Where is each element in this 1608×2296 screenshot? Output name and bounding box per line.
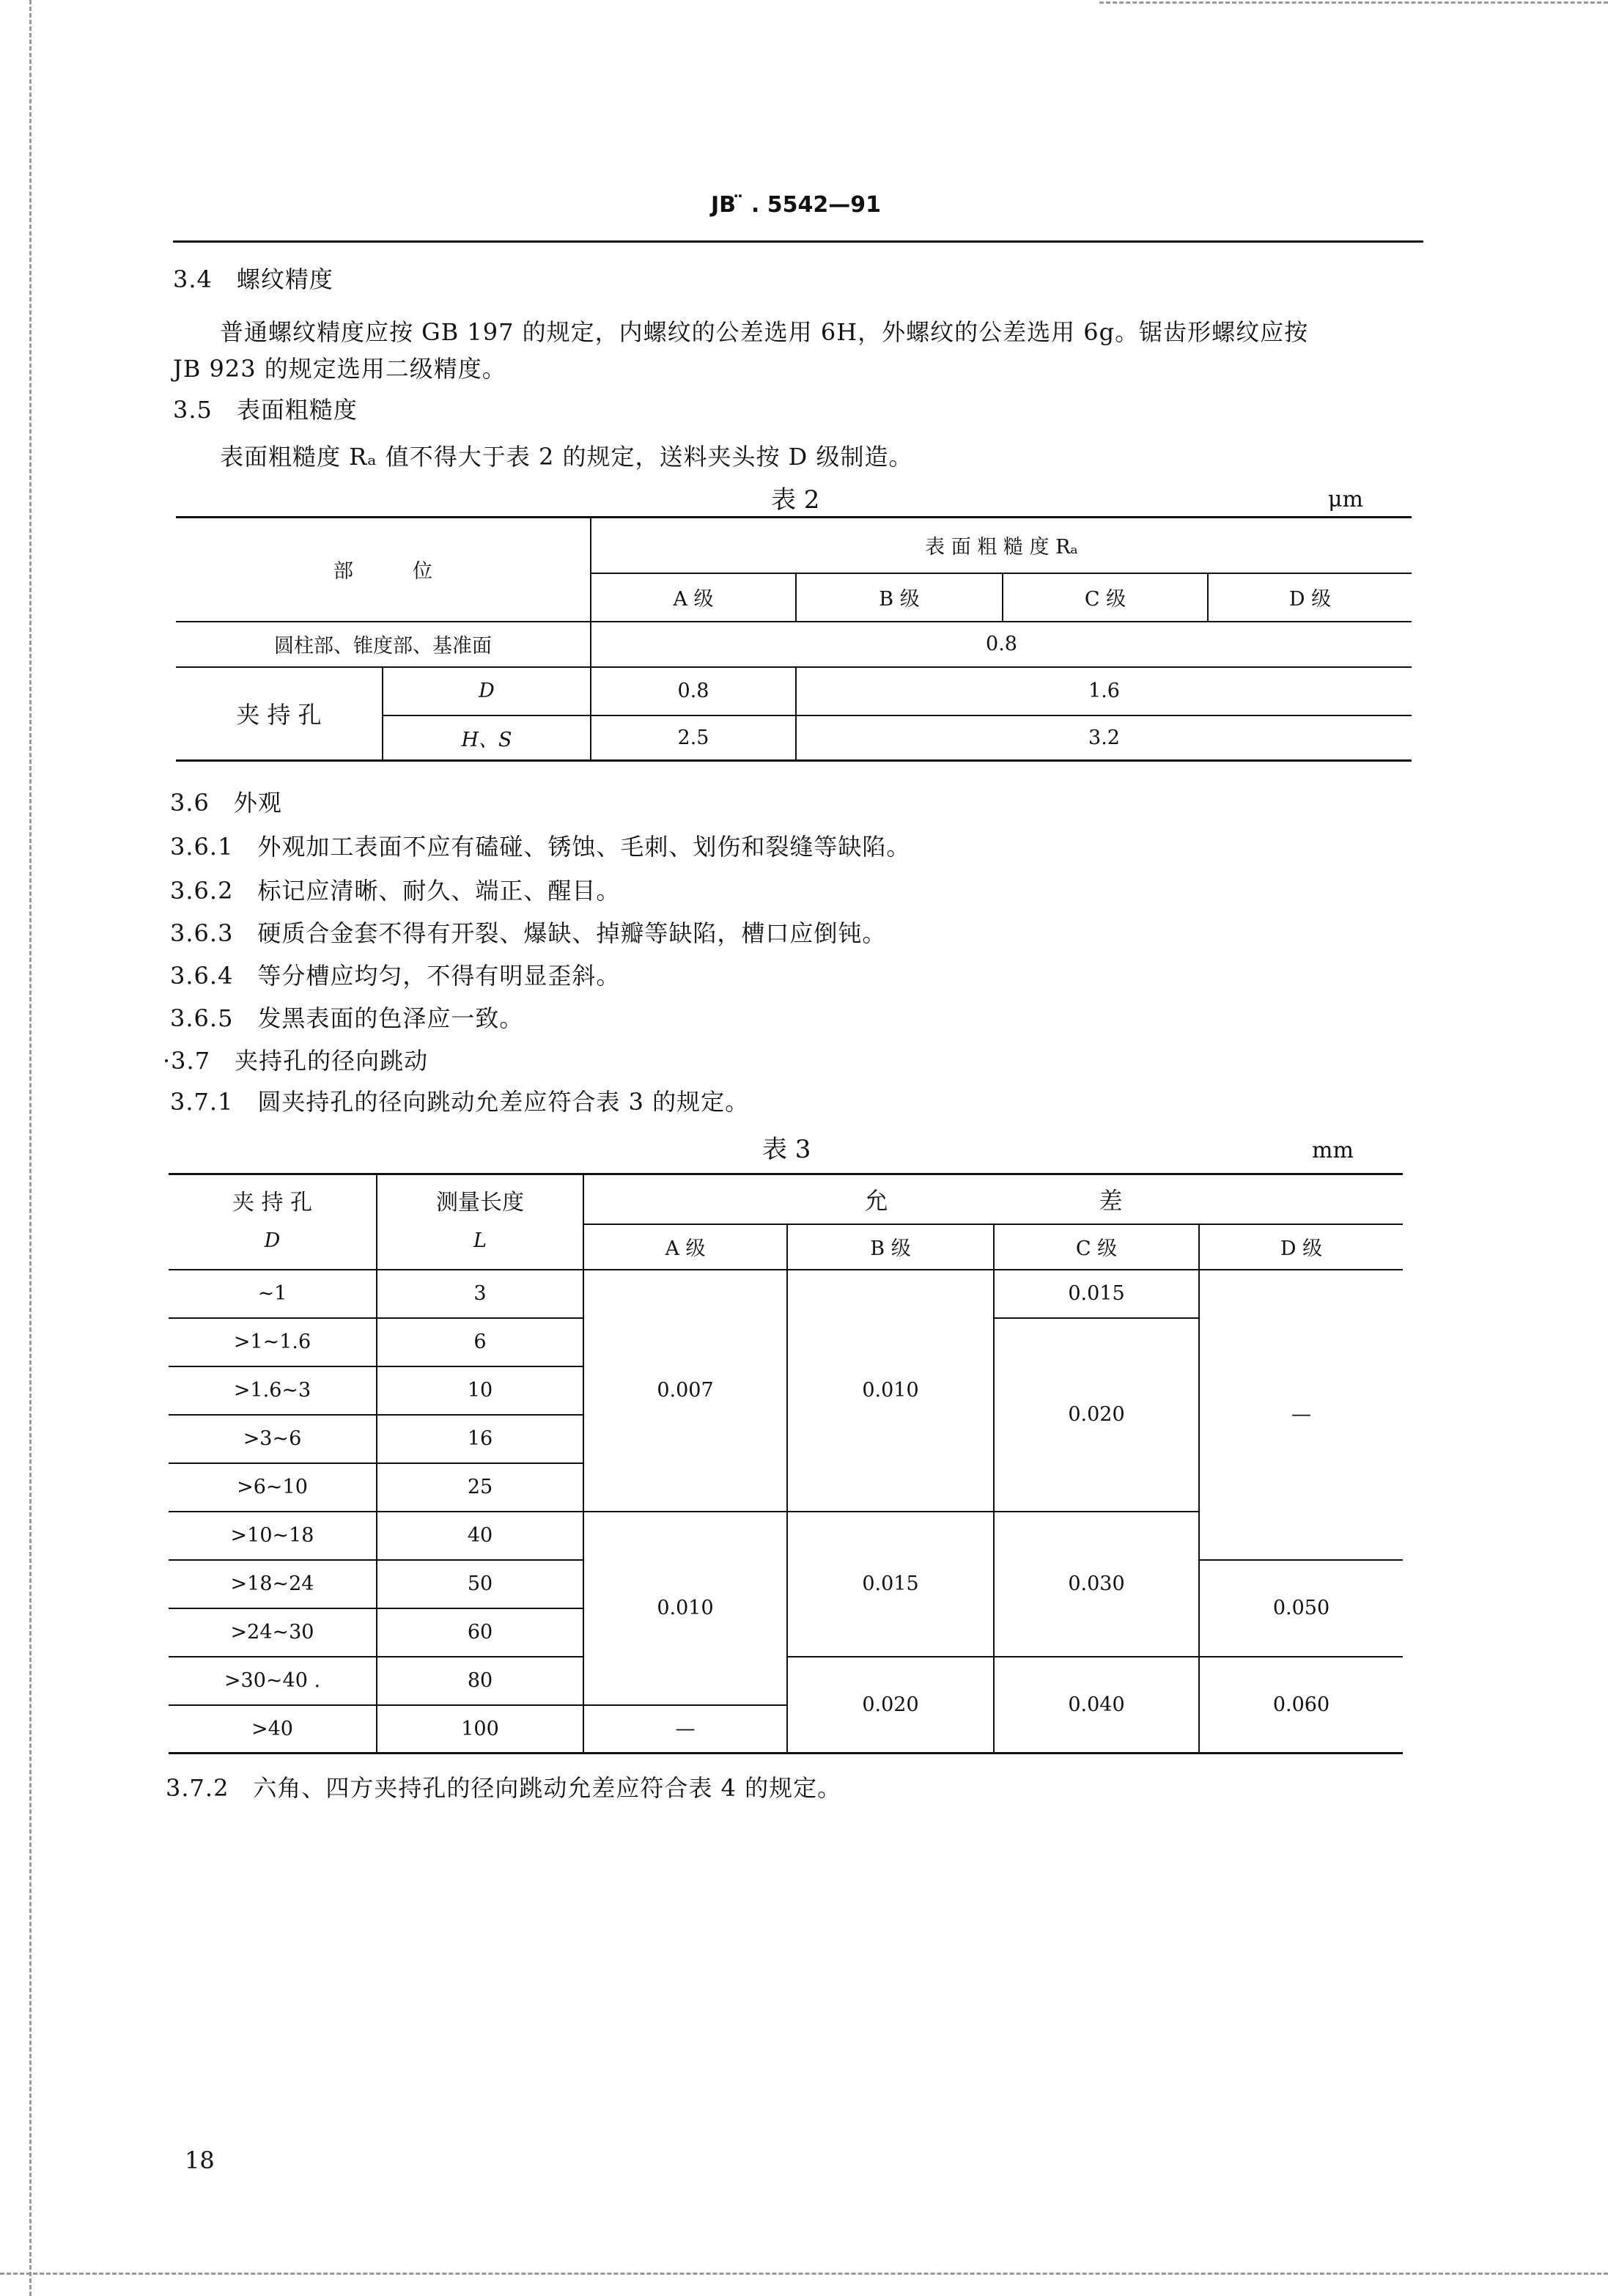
section-3-4-para-line1: 普通螺纹精度应按 GB 197 的规定，内螺纹的公差选用 6H，外螺纹的公差选用 6g。锯齿形螺纹应按 [220, 318, 1309, 346]
section-3-5-para: 表面粗糙度 Rₐ 值不得大于表 2 的规定，送料夹头按 D 级制造。 [220, 443, 913, 471]
section-3-7-1: 3.7.1 圆夹持孔的径向跳动允差应符合表 3 的规定。 [170, 1088, 750, 1116]
table3-header-tolerance: 允 差 [583, 1174, 1403, 1224]
table3-row-hole: >24~30 [169, 1608, 377, 1657]
scan-edge-top [1099, 1, 1608, 4]
table3-header-hole [169, 1174, 377, 1270]
section-3-7-title: ·3.7 夹持孔的径向跳动 [163, 1047, 429, 1075]
table2 [176, 516, 1412, 762]
table3-row-length: 60 [377, 1608, 583, 1657]
table3-row-hole: ~1 [169, 1270, 377, 1318]
table3-row-hole: >6~10 [169, 1463, 377, 1512]
table2-row-hs-label: H、S [383, 715, 591, 761]
table3-row-length: 40 [377, 1512, 583, 1560]
table3-header-length [377, 1174, 583, 1270]
table3-row-hole: >18~24 [169, 1560, 377, 1608]
table3-row-hole: >30~40 . [169, 1657, 377, 1705]
section-3-6-1: 3.6.1 外观加工表面不应有磕碰、锈蚀、毛刺、划伤和裂缝等缺陷。 [170, 833, 911, 861]
table3-header-grade-a: A 级 [583, 1224, 787, 1270]
table2-header-grade-a: A 级 [591, 573, 796, 622]
table3-header-length-symbol: L [473, 1229, 487, 1252]
table3-row-hole: >3~6 [169, 1415, 377, 1463]
table3-header-grade-b: B 级 [787, 1224, 994, 1270]
scan-edge-left [29, 0, 32, 2296]
table3 [169, 1173, 1403, 1754]
table3-row-length: 10 [377, 1366, 583, 1415]
table3-row-hole: >1~1.6 [169, 1318, 377, 1366]
table3-row-hole: >10~18 [169, 1512, 377, 1560]
table3-unit: mm [1312, 1138, 1354, 1163]
table2-row-hs-grade-bcd: 3.2 [1088, 726, 1120, 749]
page-header-title: JB ̈ . 5542—91 [711, 192, 882, 218]
table3-grade-b-value-2: 0.015 [787, 1512, 994, 1657]
table3-row-hole: >40 [169, 1705, 377, 1754]
table2-unit: μm [1328, 487, 1363, 512]
table3-row-length: 100 [377, 1705, 583, 1754]
table3-row-length: 25 [377, 1463, 583, 1512]
table3-row-length: 50 [377, 1560, 583, 1608]
table2-row-clamp-hole-label: 夹 持 孔 [176, 667, 383, 761]
section-3-6-5: 3.6.5 发黑表面的色泽应一致。 [170, 1004, 524, 1032]
table3-grade-d-value-1: — [1199, 1270, 1403, 1560]
table3-grade-c-value-4: 0.040 [994, 1657, 1199, 1754]
table3-header-hole-symbol: D [264, 1229, 281, 1252]
section-3-6-3: 3.6.3 硬质合金套不得有开裂、爆缺、掉瓣等缺陷，槽口应倒钝。 [170, 919, 887, 947]
section-3-7-2: 3.7.2 六角、四方夹持孔的径向跳动允差应符合表 4 的规定。 [166, 1774, 842, 1802]
section-3-5-title: 3.5 表面粗糙度 [173, 396, 358, 424]
table2-header-grade-c: C 级 [1003, 573, 1208, 622]
section-3-4-para-line2: JB 923 的规定选用二级精度。 [173, 355, 506, 383]
table2-row-cylinder-value: 0.8 [591, 622, 1412, 667]
section-3-6-4: 3.6.4 等分槽应均匀，不得有明显歪斜。 [170, 962, 621, 990]
table2-header-grade-d: D 级 [1208, 573, 1412, 622]
table3-row-hole: >1.6~3 [169, 1366, 377, 1415]
table3-row-length: 80 [377, 1657, 583, 1705]
table2-row-d-label: D [383, 667, 591, 715]
section-3-6-2: 3.6.2 标记应清晰、耐久、端正、醒目。 [170, 877, 621, 905]
table3-grade-d-value-2: 0.050 [1199, 1560, 1403, 1657]
table3-caption: 表 3 [762, 1135, 811, 1164]
table3-grade-b-value-3: 0.020 [787, 1657, 994, 1754]
table3-grade-a-value-3: — [583, 1705, 787, 1754]
table3-grade-a-value-2: 0.010 [583, 1512, 787, 1705]
table3-grade-a-value-1: 0.007 [583, 1270, 787, 1512]
table3-header-grade-c: C 级 [994, 1224, 1199, 1270]
section-3-6-title: 3.6 外观 [170, 789, 282, 817]
table2-caption: 表 2 [771, 485, 820, 515]
table3-grade-c-value-1: 0.015 [994, 1270, 1199, 1318]
table3-header-length-label: 测量长度 [436, 1190, 524, 1215]
table3-grade-c-value-2: 0.020 [994, 1318, 1199, 1512]
table3-grade-b-value-1: 0.010 [787, 1270, 994, 1512]
table3-row-length: 6 [377, 1318, 583, 1366]
table3-header-hole-label: 夹 持 孔 [232, 1190, 313, 1215]
table2-row-cylinder-label: 圆柱部、锥度部、基准面 [176, 622, 591, 667]
table2-header-roughness: 表 面 粗 糙 度 Rₐ [591, 518, 1412, 573]
table2-header-grade-b: B 级 [796, 573, 1003, 622]
table3-grade-d-value-3: 0.060 [1272, 1693, 1330, 1716]
table3-header-grade-d: D 级 [1199, 1224, 1403, 1270]
section-3-4-title: 3.4 螺纹精度 [173, 265, 333, 293]
table2-row-hs-grade-a: 2.5 [591, 715, 796, 761]
table3-row-length: 16 [377, 1415, 583, 1463]
table2-row-d-grade-a: 0.8 [591, 667, 796, 715]
header-rule [173, 240, 1423, 243]
page-number: 18 [185, 2146, 215, 2174]
scan-edge-bottom [0, 2273, 1608, 2275]
table2-row-d-grade-bcd: 1.6 [796, 667, 1412, 715]
table3-grade-c-value-3: 0.030 [994, 1512, 1199, 1657]
table3-row-length: 3 [377, 1270, 583, 1318]
table2-header-part: 部 位 [176, 518, 591, 622]
